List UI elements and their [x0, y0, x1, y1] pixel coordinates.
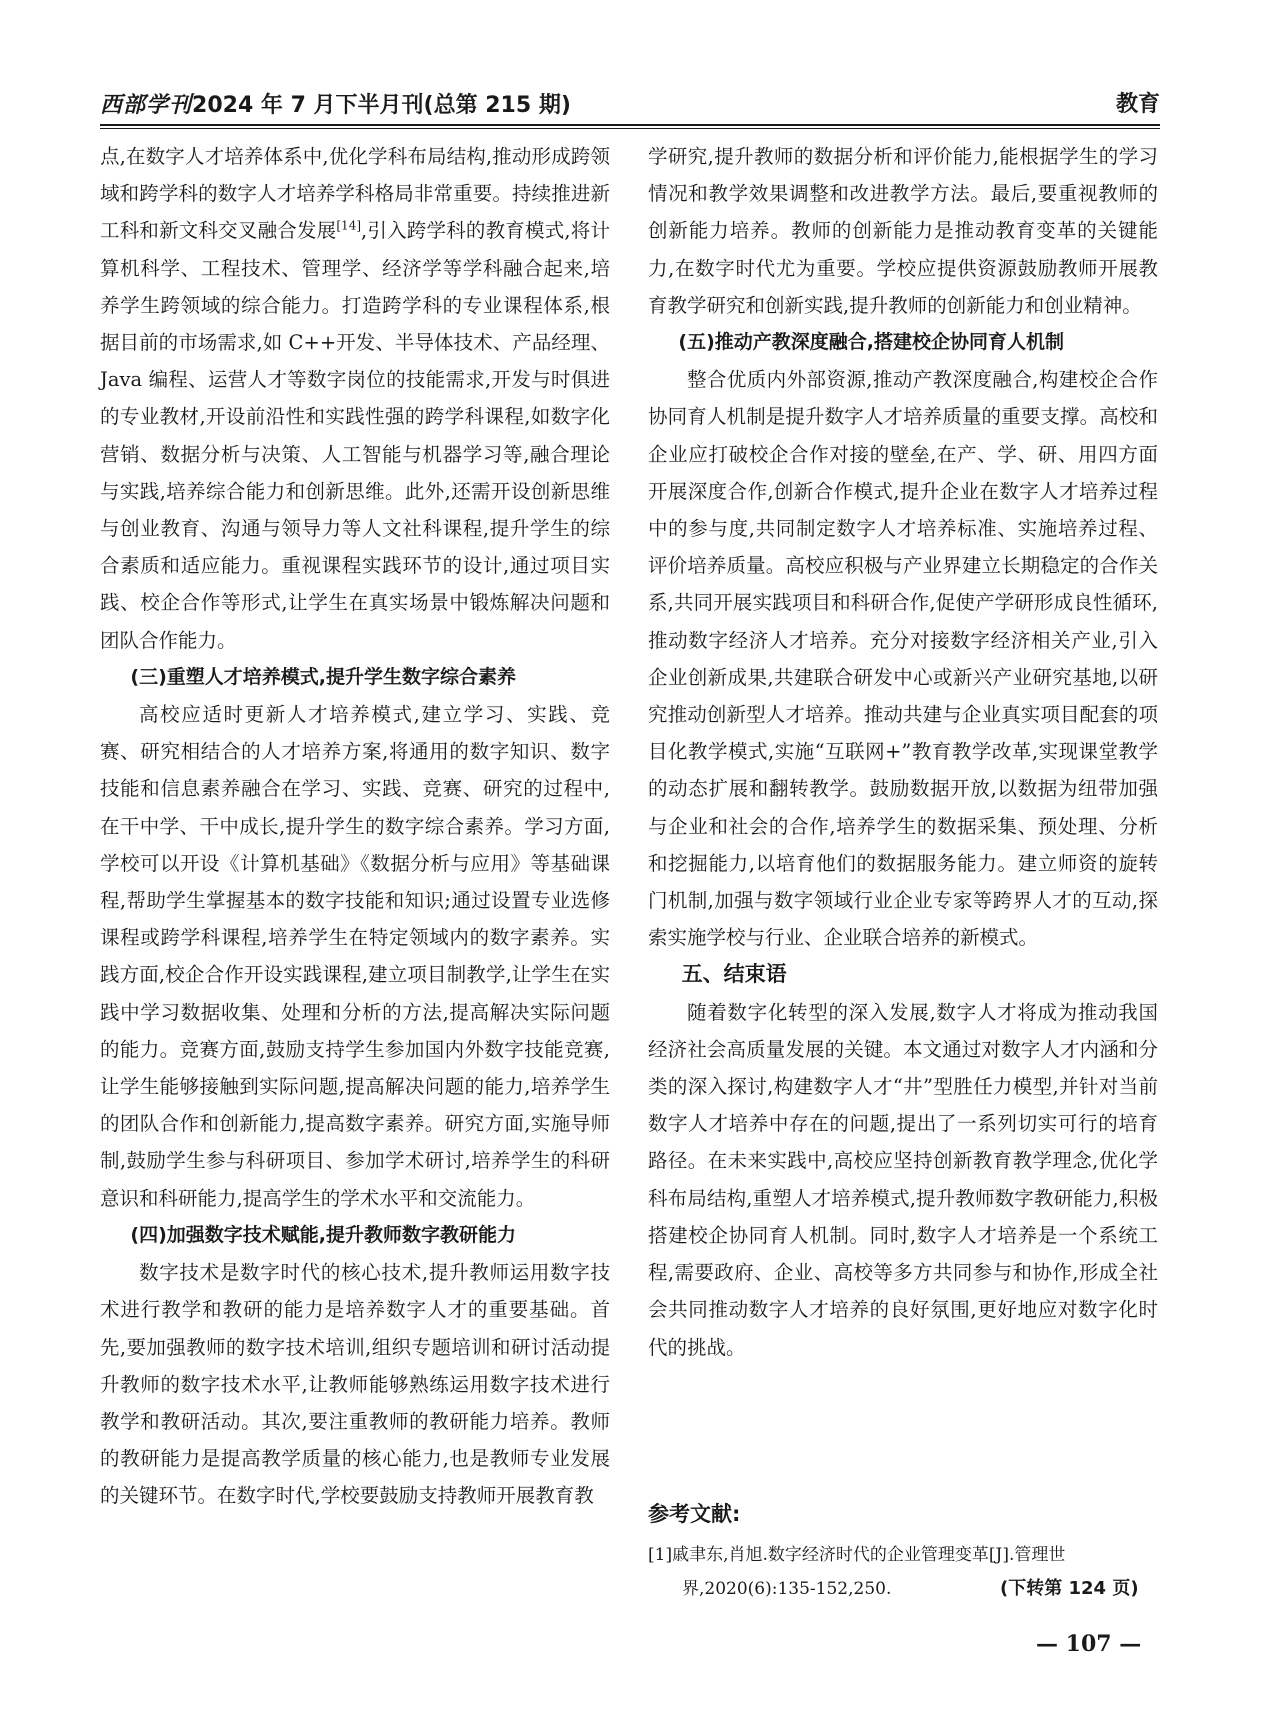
section-heading-5: (五)推动产教深度融合,搭建校企协同育人机制	[678, 331, 1064, 354]
section-name: 教育	[1115, 92, 1160, 117]
section-heading-4: (四)加强数字技术赋能,提升教师数字教研能力	[130, 1223, 516, 1246]
running-header	[100, 88, 1160, 122]
header-rule-thin	[100, 128, 1160, 129]
issue-info: 2024 年 7 月下半月刊(总第 215 期)	[192, 93, 571, 118]
continued-note: (下转第 124 页)	[1000, 1578, 1139, 1599]
paragraph: 学研究,提升教师的数据分析和评价能力,能根据学生的学习情况和教学效果调整和改进教学方法。最后,要重视教师的创新能力培养。教师的创新能力是推动教育变革的关键能力,在数字时代尤为重要。学校应提供资源鼓励教师开展教育教学研究和创新实践,提升教师的创新能力和创业精神。	[648, 145, 1158, 317]
page-number: — 107 —	[1036, 1631, 1142, 1657]
section-heading-3: (三)重塑人才培养模式,提升学生数字综合素养	[130, 665, 516, 688]
reference-line: 界,2020(6):135-152,250.	[682, 1579, 892, 1599]
citation: [14]	[336, 218, 362, 233]
left-column	[100, 138, 610, 1515]
journal-logo: 西部学刊	[100, 92, 193, 118]
paragraph: 随着数字化转型的深入发展,数字人才将成为推动我国经济社会高质量发展的关键。本文通过对数字人才内涵和分类的深入探讨,构建数字人才“井”型胜任力模型,并针对当前数字人才培养中存在的问题,提出了一系列切实可行的培育路径。在未来实践中,高校应坚持创新教育教学理念,优化学科布局结构,重塑人才培养模式,提升教师数字教研能力,积极搭建校企协同育人机制。同时,数字人才培养是一个系统工程,需要政府、企业、高校等多方共同参与和协作,形成全社会共同推动数字人才培养的良好氛围,更好地应对数字化时代的挑战。	[648, 1000, 1158, 1359]
paragraph: 数字技术是数字时代的核心技术,提升教师运用数字技术进行教学和教研的能力是培养数字人才的重要基础。首先,要加强教师的数字技术培训,组织专题培训和研讨活动提升教师的数字技术水平,让教师能够熟练运用数字技术进行教学和教研活动。其次,要注重教师的教研能力培养。教师的教研能力是提高教学质量的核心能力,也是教师专业发展的关键环节。在数字时代,学校要鼓励支持教师开展教育教	[100, 1261, 610, 1508]
right-column	[648, 138, 1158, 1366]
conclusion-heading: 五、结束语	[681, 962, 787, 987]
paragraph: 高校应适时更新人才培养模式,建立学习、实践、竞赛、研究相结合的人才培养方案,将通用的数字知识、数字技能和信息素养融合在学习、实践、竞赛、研究的过程中,在干中学、干中成长,提升学生的数字综合素养。学习方面,学校可以开设《计算机基础》《数据分析与应用》等基础课程,帮助学生掌握基本的数字技能和知识;通过设置专业选修课程或跨学科课程,培养学生在特定领域内的数字素养。实践方面,校企合作开设实践课程,建立项目制教学,让学生在实践中学习数据收集、处理和分析的方法,提高解决实际问题的能力。竞赛方面,鼓励支持学生参加国内外数字技能竞赛,让学生能够接触到实际问题,提高解决问题的能力,培养学生的团队合作和创新能力,提高数字素养。研究方面,实施导师制,鼓励学生参与科研项目、参加学术研讨,培养学生的科研意识和科研能力,提高学生的学术水平和交流能力。	[100, 703, 610, 1210]
paragraph	[100, 138, 610, 659]
reference-line: [1]戚聿东,肖旭.数字经济时代的企业管理变革[J].管理世	[648, 1545, 1066, 1565]
paragraph-text: ,引入跨学科的教育模式,将计算机科学、工程技术、管理学、经济学等学科融合起来,培养学生跨领域的综合能力。打造跨学科的专业课程体系,根据目前的市场需求,如 C++开发、半导体技术、产品经理、Java 编程、运营人才等数字岗位的技能需求,开发与时俱进的专业教材,开设前沿性和实践性强的跨学科课程,如数字化营销、数据分析与决策、人工智能与机器学习等,融合理论与实践,培养综合能力和创新思维。此外,还需开设创新思维与创业教育、沟通与领导力等人文社科课程,提升学生的综合素质和适应能力。重视课程实践环节的设计,通过项目实践、校企合作等形式,让学生在真实场景中锻炼解决问题和团队合作能力。	[100, 219, 610, 652]
paragraph-text: 点,在数字人才培养体系中,优化学科布局结构,推动形成跨领域和跨学科的数字人才培养学科格局非常重要。持续推进新工科和新文科交叉融合发展	[100, 145, 610, 243]
header-rule	[100, 124, 1160, 126]
paragraph: 整合优质内外部资源,推动产教深度融合,构建校企合作协同育人机制是提升数字人才培养质量的重要支撑。高校和企业应打破校企合作对接的壁垒,在产、学、研、用四方面开展深度合作,创新合作模式,提升企业在数字人才培养过程中的参与度,共同制定数字人才培养标准、实施培养过程、评价培养质量。高校应积极与产业界建立长期稳定的合作关系,共同开展实践项目和科研合作,促使产学研形成良性循环,推动数字经济人才培养。充分对接数字经济相关产业,引入企业创新成果,共建联合研发中心或新兴产业研究基地,以研究推动创新型人才培养。推动共建与企业真实项目配套的项目化教学模式,实施“互联网+”教育教学改革,实现课堂教学的动态扩展和翻转教学。鼓励数据开放,以数据为纽带加强与企业和社会的合作,培养学生的数据采集、预处理、分析和挖掘能力,以培育他们的数据服务能力。建立师资的旋转门机制,加强与数字领域行业企业专家等跨界人才的互动,探索实施学校与行业、企业联合培养的新模式。	[648, 368, 1158, 950]
header-journal-issue	[100, 88, 571, 123]
references-title: 参考文献:	[648, 1502, 741, 1526]
